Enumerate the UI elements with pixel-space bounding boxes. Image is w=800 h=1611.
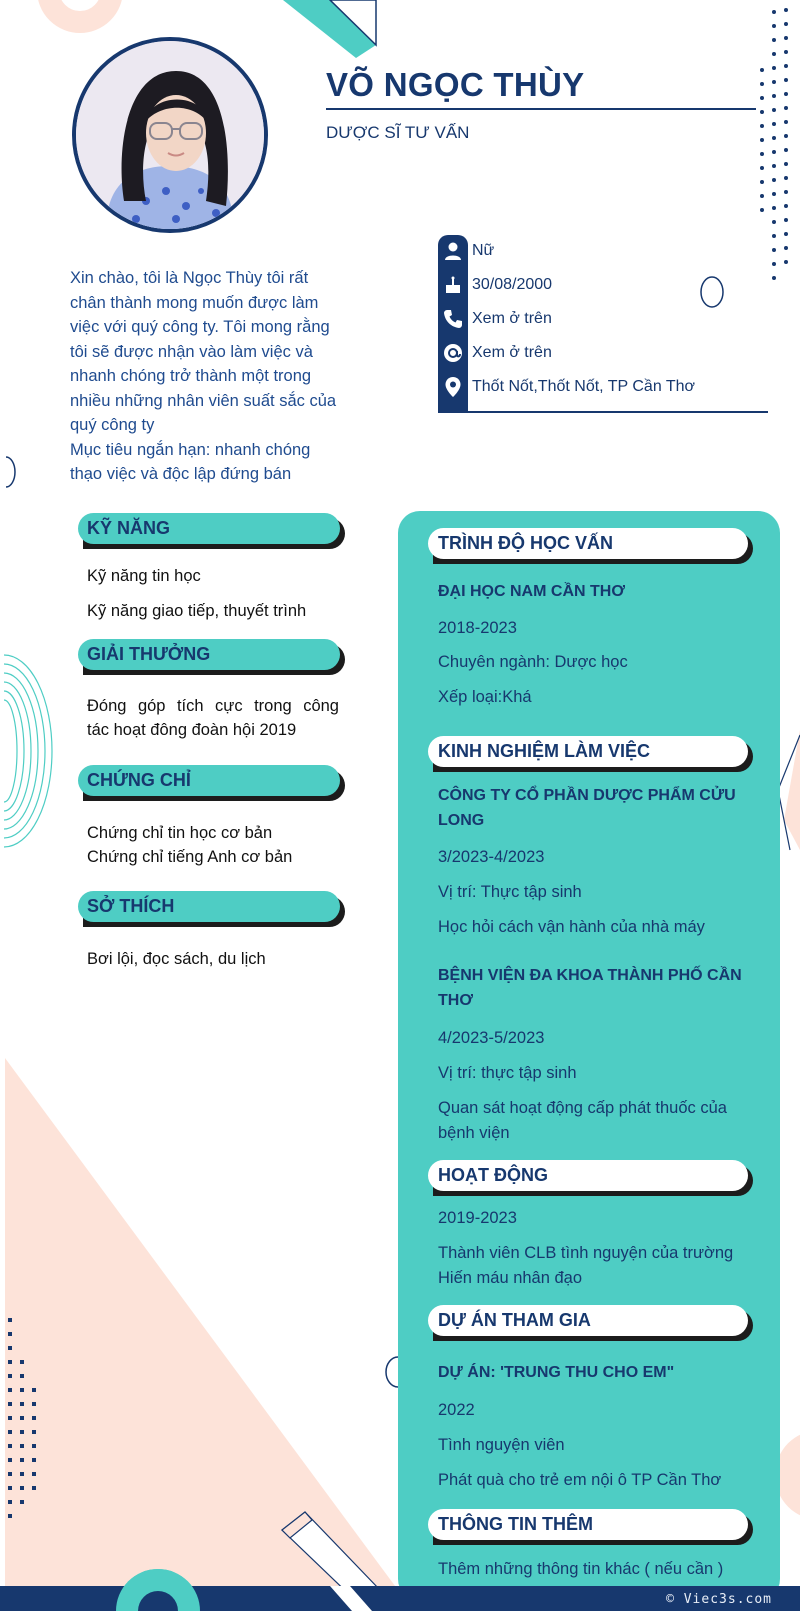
project-role: Tình nguyện viên (438, 1436, 565, 1454)
skill-item: Kỹ năng giao tiếp, thuyết trình (87, 602, 307, 620)
job-company-line: THƠ (438, 991, 473, 1009)
activities-line: Hiến máu nhân đạo (438, 1268, 583, 1287)
location-pin-icon (441, 375, 465, 399)
watermark: © Viec3s.com (666, 1592, 772, 1607)
job-position: Vị trí: thực tập sinh (438, 1064, 577, 1082)
section-title: KỸ NĂNG (87, 518, 171, 538)
skill-item: Kỹ năng tin học (87, 567, 201, 585)
section-header-projects (428, 1305, 748, 1336)
job-description-line: Quan sát hoạt động cấp phát thuốc của (438, 1099, 727, 1117)
section-title: GIẢI THƯỞNG (87, 644, 211, 664)
certificate-item: Chứng chỉ tiếng Anh cơ bản (87, 848, 293, 866)
intro-line: nhiều những nhân viên suất sắc của (70, 391, 337, 410)
at-sign-icon (441, 341, 465, 365)
section-title: THÔNG TIN THÊM (438, 1514, 593, 1534)
job-company (438, 784, 756, 833)
intro-line: việc với quý công ty. Tôi mong rằng (70, 318, 330, 336)
intro-line: tôi sẽ được nhận vào làm việc và (70, 342, 313, 361)
education-grade: Xếp loại:Khá (438, 688, 532, 706)
contact-divider (438, 411, 768, 413)
section-title: HOẠT ĐỘNG (438, 1165, 548, 1185)
section-title: KINH NGHIỆM LÀM VIỆC (438, 741, 651, 761)
job-period: 3/2023-4/2023 (438, 848, 545, 866)
intro-line: Xin chào, tôi là Ngọc Thùy tôi rất (70, 269, 309, 287)
intro-line: Mục tiêu ngắn hạn: nhanh chóng (70, 440, 311, 459)
section-title: SỞ THÍCH (87, 896, 175, 916)
education-period: 2018-2023 (438, 619, 517, 637)
award-line: Đóng góp tích cực trong công (87, 697, 339, 715)
job-description (438, 1096, 756, 1145)
activities-description (438, 1241, 756, 1290)
introduction (70, 266, 352, 487)
education-major: Chuyên ngành: Dược học (438, 653, 628, 671)
job-company-line: LONG (438, 811, 485, 829)
phone-icon (441, 307, 465, 331)
section-header-certificates (78, 765, 340, 796)
contact-phone: Xem ở trên (472, 310, 552, 327)
education-school: ĐẠI HỌC NAM CẦN THƠ (438, 583, 625, 600)
certificate-item: Chứng chỉ tin học cơ bản (87, 824, 273, 842)
profile-photo-illustration (76, 41, 264, 229)
job-company-line: BỆNH VIỆN ĐA KHOA THÀNH PHỐ CẦN (438, 967, 742, 984)
intro-line: quý công ty (70, 416, 155, 434)
section-header-education (428, 528, 748, 559)
contact-birthday: 30/08/2000 (472, 276, 553, 293)
user-icon (441, 239, 465, 263)
hobbies-text: Bơi lội, đọc sách, du lịch (87, 950, 266, 968)
section-title: CHỨNG CHỈ (87, 770, 191, 790)
section-header-skills (78, 513, 340, 544)
contact-email: Xem ở trên (472, 344, 552, 361)
job-position: Vị trí: Thực tập sinh (438, 883, 582, 901)
job-company-line: CÔNG TY CỔ PHẦN DƯỢC PHẨM CỬU (438, 787, 736, 804)
section-header-more-info (428, 1509, 748, 1540)
intro-line: nhanh chóng trở thành một trong (70, 367, 312, 385)
candidate-name: VÕ NGỌC THÙY (326, 66, 585, 103)
intro-line: thạo việc và độc lập đứng bán (70, 465, 292, 483)
project-title: DỰ ÁN: 'TRUNG THU CHO EM" (438, 1364, 675, 1381)
intro-line: chân thành mong muốn được làm (70, 293, 319, 312)
job-description: Học hỏi cách vận hành của nhà máy (438, 918, 705, 936)
candidate-role: DƯỢC SĨ TƯ VẤN (326, 123, 470, 142)
project-year: 2022 (438, 1401, 475, 1419)
section-header-awards (78, 639, 340, 670)
section-header-activities (428, 1160, 748, 1191)
section-header-experience (428, 736, 748, 767)
contact-gender: Nữ (472, 242, 495, 259)
job-description-line: bệnh viện (438, 1123, 510, 1142)
job-period: 4/2023-5/2023 (438, 1029, 545, 1047)
job-company (438, 964, 756, 1013)
section-title: TRÌNH ĐỘ HỌC VẤN (438, 533, 613, 553)
birthday-cake-icon (441, 273, 465, 297)
contact-address: Thốt Nốt,Thốt Nốt, TP Cần Thơ (472, 378, 696, 395)
more-info-text: Thêm những thông tin khác ( nếu cần ) (438, 1560, 724, 1578)
activities-period: 2019-2023 (438, 1209, 517, 1227)
section-title: DỰ ÁN THAM GIA (438, 1310, 591, 1330)
project-description: Phát quà cho trẻ em nội ô TP Cần Thơ (438, 1471, 722, 1489)
profile-photo (72, 37, 268, 233)
name-divider (326, 108, 756, 110)
award-line: tác hoạt đông đoàn hội 2019 (87, 721, 297, 739)
activities-line: Thành viên CLB tình nguyện của trường (438, 1244, 734, 1262)
section-header-hobbies (78, 891, 340, 922)
